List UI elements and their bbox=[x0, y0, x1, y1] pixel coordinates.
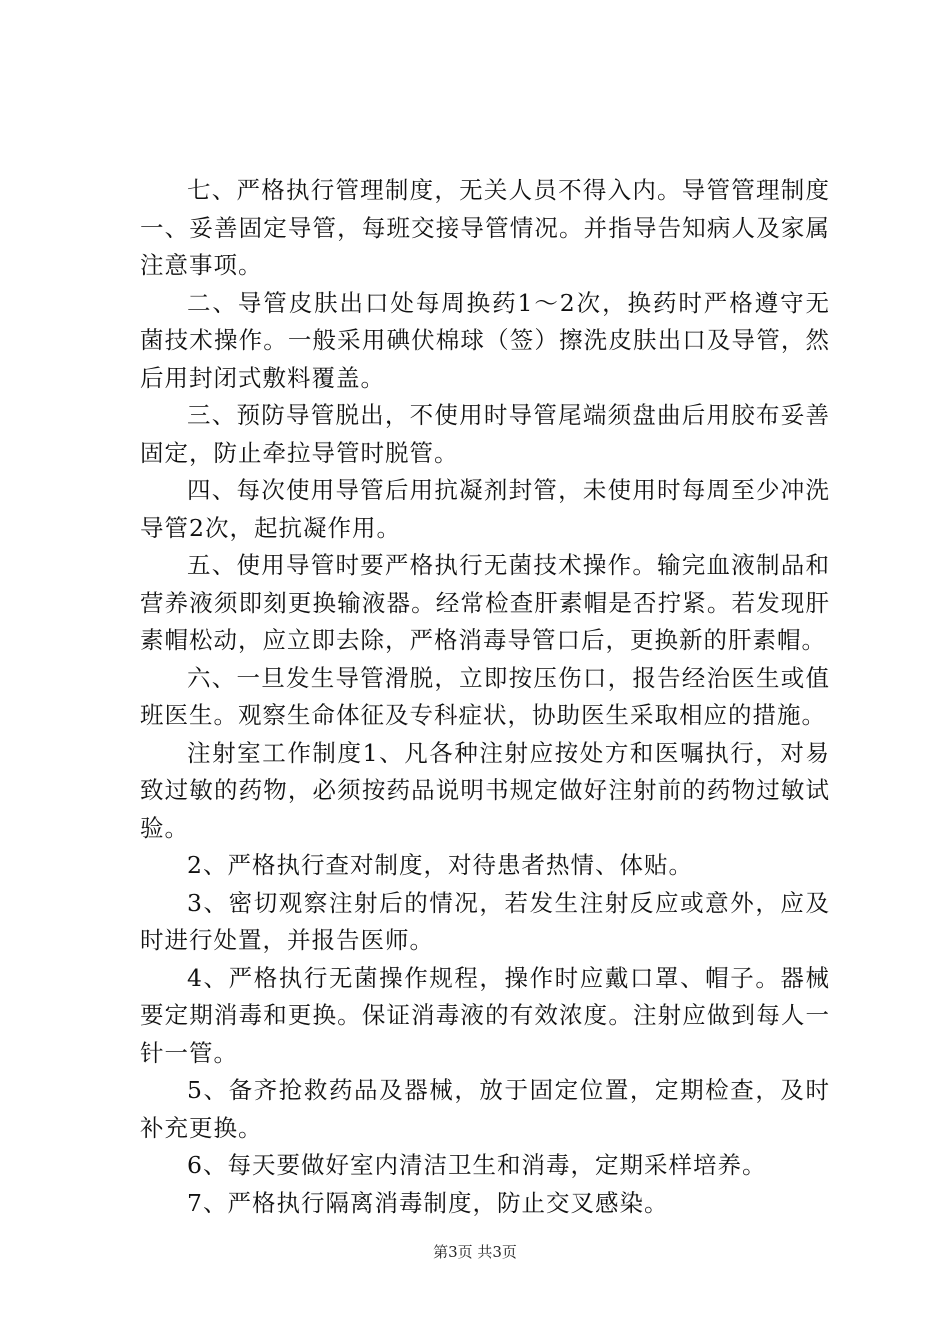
paragraph-injection-7: 7、严格执行隔离消毒制度，防止交叉感染。 bbox=[187, 1188, 669, 1217]
paragraph-injection-4: 4、严格执行无菌操作规程，操作时应戴口罩、帽子。器械要定期消毒和更换。保证消毒液的有效浓度。注射应做到每人一针一管。 bbox=[140, 963, 830, 1067]
paragraph-guide-7: 七、严格执行管理制度，无关人员不得入内。导管管理制度一、妥善固定导管，每班交接导管情况。并指导告知病人及家属注意事项。 bbox=[140, 176, 830, 279]
paragraph-injection-6: 6、每天要做好室内清洁卫生和消毒，定期采样培养。 bbox=[187, 1151, 767, 1179]
paragraph-catheter-4: 四、每次使用导管后用抗凝剂封管，未使用时每周至少冲洗导管2次，起抗凝作用。 bbox=[140, 476, 830, 542]
paragraph-injection-2: 2、严格执行查对制度，对待患者热情、体贴。 bbox=[187, 851, 693, 879]
paragraph-injection-3: 3、密切观察注射后的情况，若发生注射反应或意外，应及时进行处置，并报告医师。 bbox=[140, 888, 830, 954]
paragraph-catheter-3: 三、预防导管脱出，不使用时导管尾端须盘曲后用胶布妥善固定，防止牵拉导管时脱管。 bbox=[140, 401, 830, 467]
page-footer: 第3页 共3页 bbox=[433, 1243, 517, 1261]
paragraph-injection-1: 注射室工作制度1、凡各种注射应按处方和医嘱执行，对易致过敏的药物，必须按药品说明书规定做好注射前的药物过敏试验。 bbox=[140, 738, 830, 842]
paragraph-catheter-5: 五、使用导管时要严格执行无菌技术操作。输完血液制品和营养液须即刻更换输液器。经常检查肝素帽是否拧紧。若发现肝素帽松动，应立即去除，严格消毒导管口后，更换新的肝素帽。 bbox=[140, 551, 830, 654]
document-body bbox=[140, 172, 830, 1222]
paragraph-catheter-2: 二、导管皮肤出口处每周换药1～2次，换药时严格遵守无菌技术操作。一般采用碘伏棉球（签）擦洗皮肤出口及导管，然后用封闭式敷料覆盖。 bbox=[140, 288, 830, 392]
paragraph-injection-5: 5、备齐抢救药品及器械，放于固定位置，定期检查，及时补充更换。 bbox=[140, 1076, 830, 1142]
paragraph-catheter-6: 六、一旦发生导管滑脱，立即按压伤口，报告经治医生或值班医生。观察生命体征及专科症状，协助医生采取相应的措施。 bbox=[140, 663, 830, 729]
